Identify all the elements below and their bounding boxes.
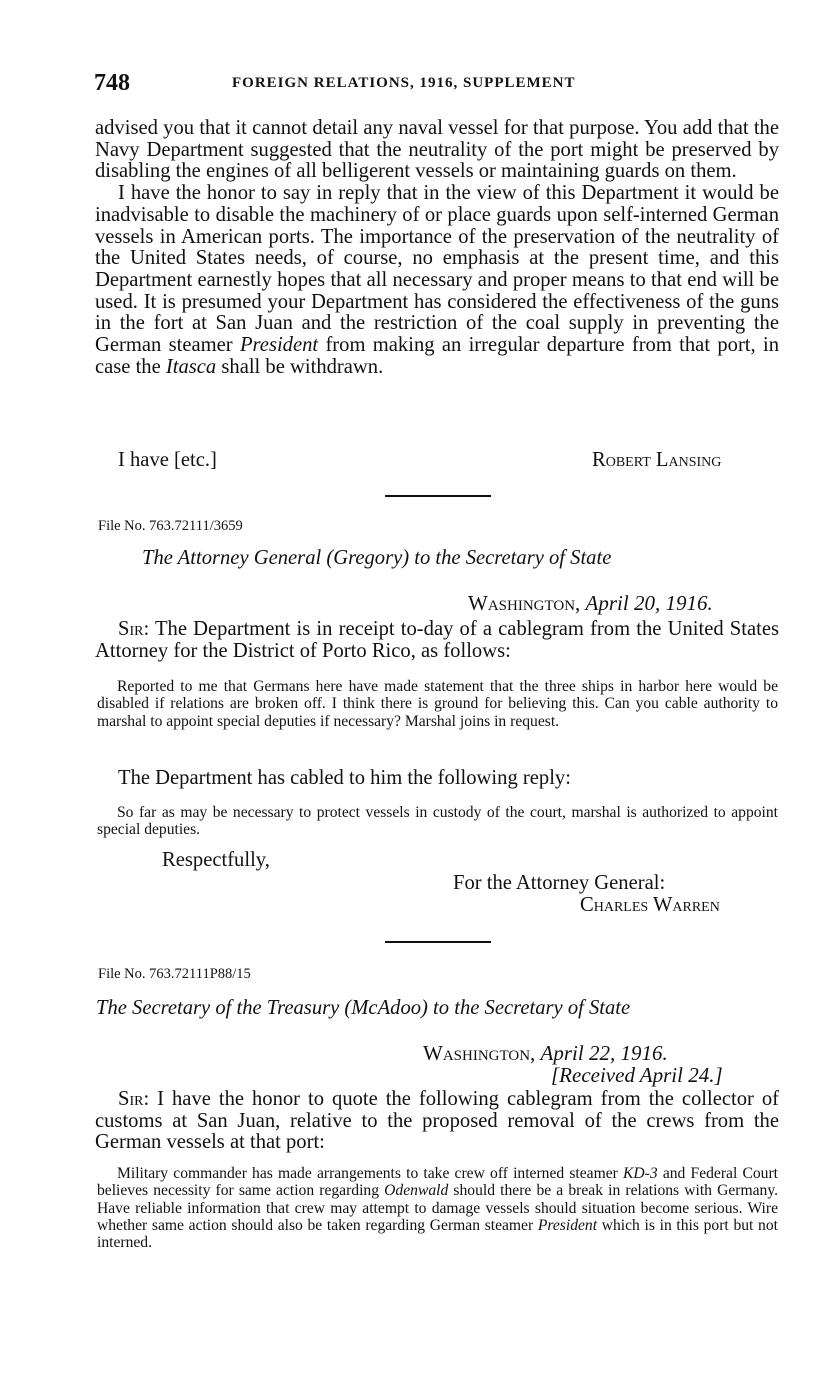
date: April 22, 1916. [540, 1041, 668, 1065]
divider [385, 495, 491, 497]
signature: Robert Lansing [592, 449, 722, 471]
letter-body [95, 619, 779, 662]
paragraph: Sir: The Department is in receipt to-day of a cablegram from the United States Attorney for the District of Porto Rico, as follows: [95, 618, 779, 662]
file-number: File No. 763.72111P88/15 [98, 966, 251, 982]
ship-name: Itasca [165, 355, 217, 378]
running-head: FOREIGN RELATIONS, 1916, SUPPLEMENT [232, 75, 576, 91]
ship-name: President [537, 1216, 598, 1234]
page-number: 748 [94, 70, 130, 96]
date: April 20, 1916. [585, 591, 713, 615]
ship-name: President [239, 334, 319, 357]
place: Washington, [423, 1041, 536, 1065]
dateline [468, 591, 713, 616]
place: Washington, [468, 591, 581, 615]
closing: I have [etc.] [118, 449, 217, 471]
letter-body [95, 1089, 779, 1154]
file-number: File No. 763.72111/3659 [98, 518, 243, 534]
for-line: For the Attorney General: [453, 872, 666, 894]
divider [385, 941, 491, 943]
closing: Respectfully, [162, 849, 270, 871]
quoted-cablegram: Reported to me that Germans here have made statement that the three ships in harbor here would be disabled if relations are broken off. I think there is ground for believing this. Can you cable authority to marshal to appoint special deputies if necessary? Marshal joins in request. [97, 678, 778, 730]
document-title: The Secretary of the Treasury (McAdoo) to the Secretary of State [96, 997, 631, 1019]
quoted-reply: So far as may be necessary to protect vessels in custody of the court, marshal is authorized to appoint special deputies. [97, 804, 778, 839]
salutation: Sir: [118, 1088, 150, 1110]
ship-name: KD-3 [623, 1165, 658, 1182]
letter-body [95, 118, 779, 378]
paragraph: advised you that it cannot detail any naval vessel for that purpose. You add that the Navy Department suggested that the neutrality of the port might be preserved by disabling the engines of all belligerent vessels or maintaining guards on them. [95, 117, 779, 183]
paragraph: Sir: I have the honor to quote the following cablegram from the collector of customs at San Juan, relative to the proposed removal of the crews from the German vessels at that port: [95, 1088, 779, 1154]
received-note: [Received April 24.] [551, 1063, 723, 1087]
paragraph: I have the honor to say in reply that in the view of this Department it would be inadvisable to disable the machinery of or place guards upon self-interned German vessels in American ports. The importance of the preservation of the neutrality of the United States needs, of course, no emphasis at the present time, and this Department earnestly hopes that all necessary and proper means to that end will be used. It is presumed your Department has considered the effectiveness of the guns in the fort at San Juan and the restriction of the coal supply in preventing the German steamer President from making an irregular departure from that port, in case the Itasca shall be withdrawn. [95, 182, 779, 378]
quoted-cablegram: Military commander has made arrangements to take crew off interned steamer KD-3 and Federal Court believes necessity for same action regarding Odenwald should there be a break in relations with Germany. Have reliable information that crew may attempt to damage vessels should situation become serious. Wire whether same action should also be taken regarding German steamer President which is in this port but not interned. [97, 1165, 779, 1252]
signature: Charles Warren [580, 894, 720, 916]
paragraph: The Department has cabled to him the following reply: [118, 767, 571, 789]
salutation: Sir: [118, 618, 150, 640]
ship-name: Odenwald [384, 1182, 449, 1200]
document-title: The Attorney General (Gregory) to the Secretary of State [142, 547, 612, 569]
